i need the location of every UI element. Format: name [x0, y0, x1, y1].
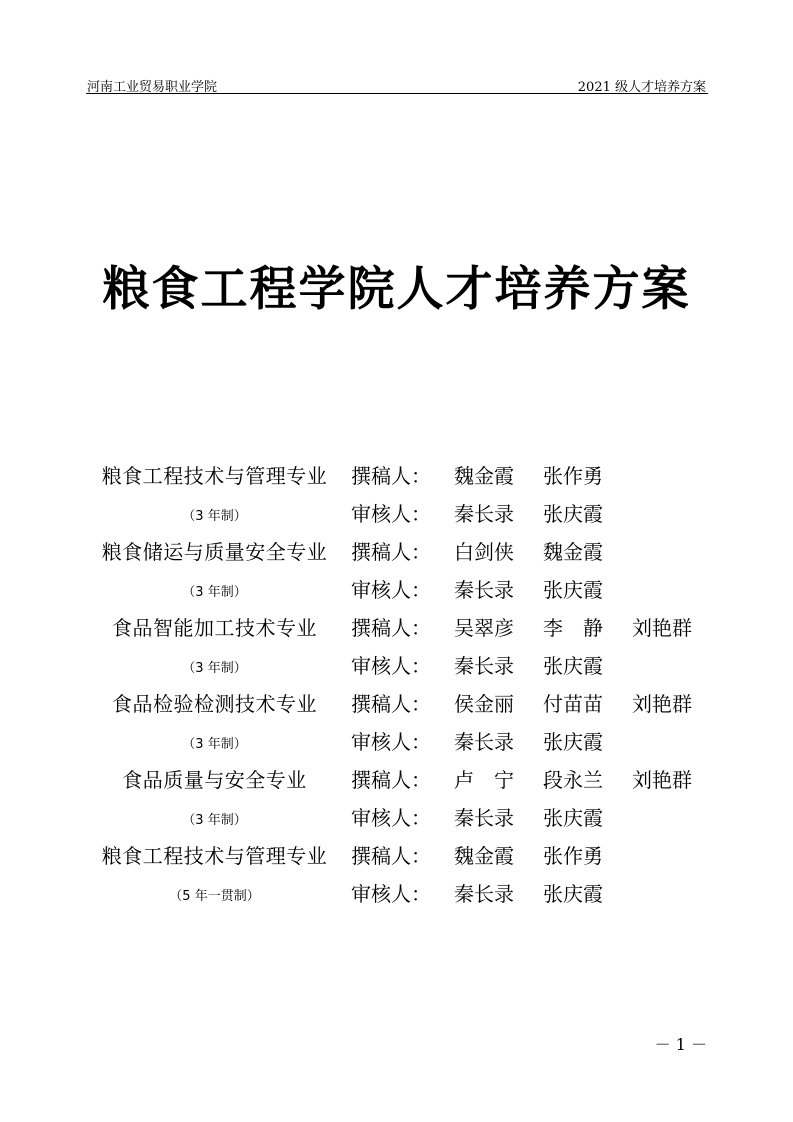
- header-rule: [86, 93, 708, 94]
- program-writer-row: [0, 684, 793, 722]
- writer-name: 李 静: [543, 616, 603, 640]
- writer-label: 撰稿人：: [351, 464, 431, 488]
- reviewer-name: 张庆霞: [543, 882, 603, 906]
- program-duration: （3 年制）: [182, 813, 247, 828]
- writer-label: 撰稿人：: [351, 692, 431, 716]
- reviewer-name: 秦长录: [454, 578, 514, 602]
- page-header-institution: 河南工业贸易职业学院: [87, 80, 218, 95]
- writer-name: 卢 宁: [454, 768, 514, 792]
- writer-name: 段永兰: [543, 768, 603, 792]
- program-reviewer-row: [0, 494, 793, 532]
- program-duration: （3 年制）: [182, 585, 247, 600]
- program-reviewer-row: [0, 570, 793, 608]
- program-name: 食品质量与安全专业: [122, 768, 307, 792]
- writer-label: 撰稿人：: [351, 844, 431, 868]
- reviewer-name: 秦长录: [454, 882, 514, 906]
- program-writer-row: [0, 456, 793, 494]
- reviewer-name: 张庆霞: [543, 502, 603, 526]
- reviewer-label: 审核人：: [351, 654, 431, 678]
- reviewer-name: 张庆霞: [543, 730, 603, 754]
- program-author-list: [0, 456, 793, 912]
- reviewer-name: 秦长录: [454, 730, 514, 754]
- program-duration: （3 年制）: [182, 661, 247, 676]
- page-header-doc-label: 2021 级人才培养方案: [577, 80, 706, 95]
- writer-name: 刘艳群: [632, 692, 692, 716]
- writer-name: 魏金霞: [454, 844, 514, 868]
- writer-name: 张作勇: [543, 464, 603, 488]
- program-reviewer-row: [0, 722, 793, 760]
- reviewer-name: 秦长录: [454, 502, 514, 526]
- writer-name: 张作勇: [543, 844, 603, 868]
- writer-name: 吴翠彦: [454, 616, 514, 640]
- program-writer-row: [0, 532, 793, 570]
- reviewer-name: 秦长录: [454, 654, 514, 678]
- reviewer-name: 秦长录: [454, 806, 514, 830]
- page-title: 粮食工程学院人才培养方案: [102, 262, 691, 317]
- writer-name: 魏金霞: [454, 464, 514, 488]
- writer-name: 魏金霞: [543, 540, 603, 564]
- program-writer-row: [0, 836, 793, 874]
- writer-name: 刘艳群: [632, 616, 692, 640]
- program-duration: （3 年制）: [182, 509, 247, 524]
- reviewer-label: 审核人：: [351, 502, 431, 526]
- reviewer-label: 审核人：: [351, 806, 431, 830]
- reviewer-name: 张庆霞: [543, 654, 603, 678]
- writer-label: 撰稿人：: [351, 768, 431, 792]
- program-reviewer-row: [0, 646, 793, 684]
- writer-label: 撰稿人：: [351, 540, 431, 564]
- writer-name: 侯金丽: [454, 692, 514, 716]
- program-writer-row: [0, 608, 793, 646]
- writer-name: 付苗苗: [543, 692, 603, 716]
- program-duration: （3 年制）: [182, 737, 247, 752]
- page-number: － 1 －: [654, 1035, 707, 1054]
- program-name: 粮食工程技术与管理专业: [101, 844, 328, 868]
- program-name: 食品智能加工技术专业: [112, 616, 317, 640]
- reviewer-label: 审核人：: [351, 730, 431, 754]
- writer-label: 撰稿人：: [351, 616, 431, 640]
- reviewer-label: 审核人：: [351, 578, 431, 602]
- program-reviewer-row: [0, 798, 793, 836]
- program-name: 粮食工程技术与管理专业: [101, 464, 328, 488]
- writer-name: 刘艳群: [632, 768, 692, 792]
- reviewer-label: 审核人：: [351, 882, 431, 906]
- program-name: 食品检验检测技术专业: [112, 692, 317, 716]
- program-duration: （5 年一贯制）: [169, 889, 260, 904]
- reviewer-name: 张庆霞: [543, 806, 603, 830]
- program-reviewer-row: [0, 874, 793, 912]
- writer-name: 白剑侠: [454, 540, 514, 564]
- reviewer-name: 张庆霞: [543, 578, 603, 602]
- program-writer-row: [0, 760, 793, 798]
- program-name: 粮食储运与质量安全专业: [101, 540, 328, 564]
